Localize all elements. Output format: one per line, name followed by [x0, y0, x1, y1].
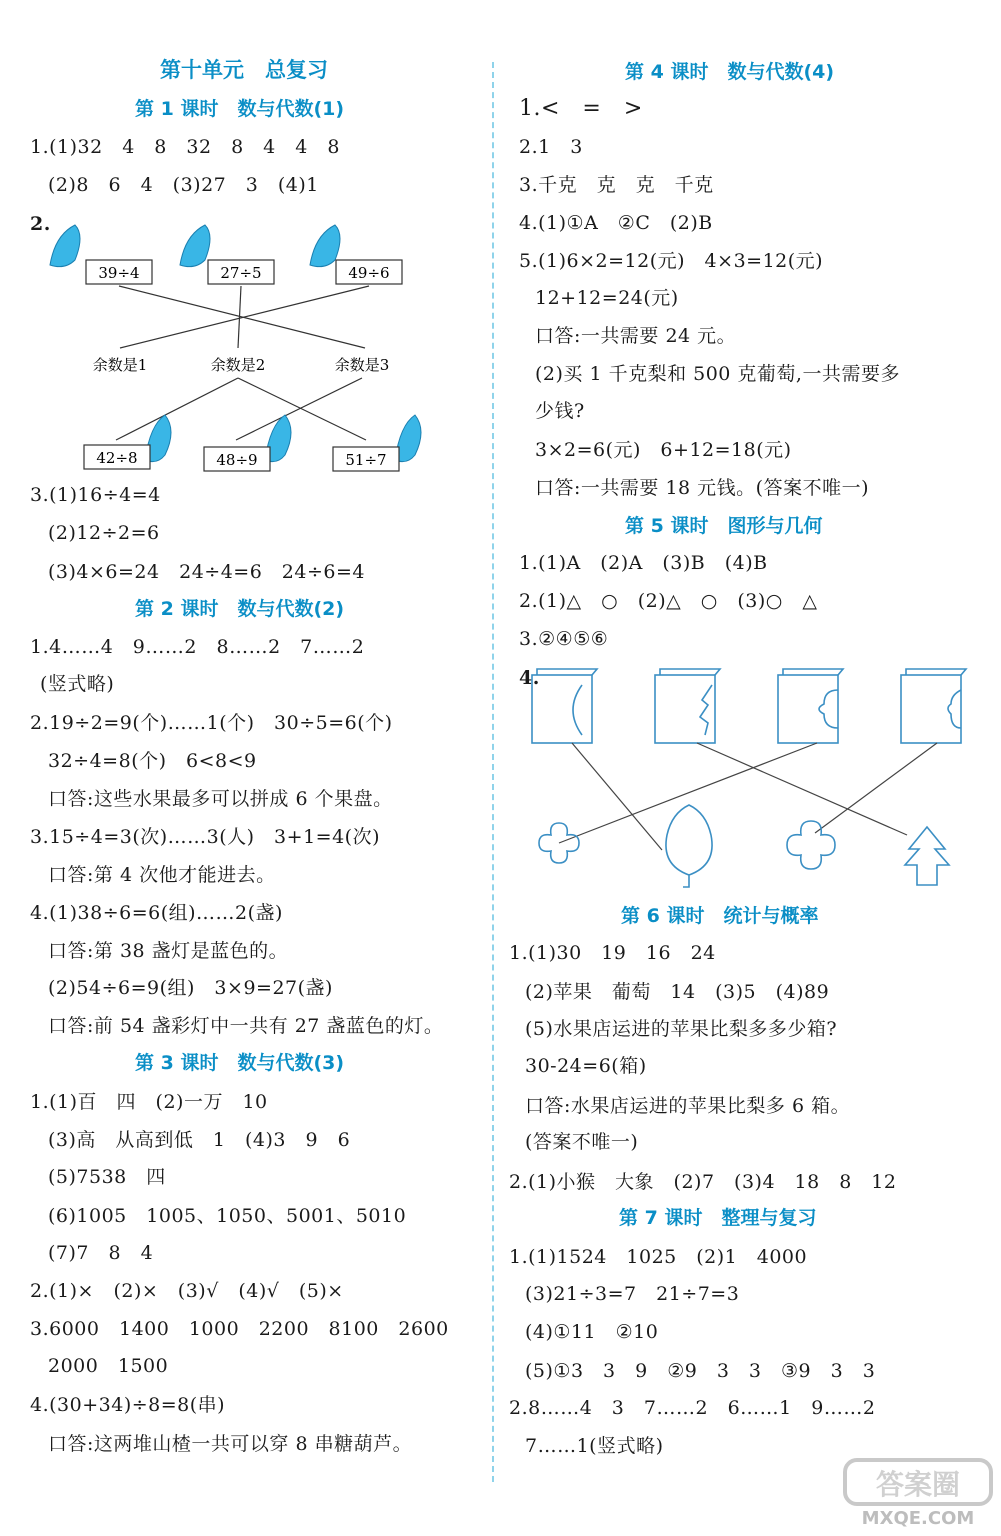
answer-line: 口答:前 54 盏彩灯中一共有 27 盏蓝色的灯。 — [48, 1015, 444, 1037]
lesson-5-heading: 第 5 课时 图形与几何 — [625, 515, 823, 537]
folded-paper-icon — [778, 669, 843, 743]
lesson-2-heading: 第 2 课时 数与代数(2) — [135, 598, 345, 620]
svg-text:答案圈: 答案圈 — [875, 1468, 961, 1501]
answer-line: 2.(1)△ ○ (2)△ ○ (3)○ △ — [519, 590, 818, 612]
answer-line: 4.(30+34)÷8=8(串) — [30, 1394, 226, 1416]
leaf-shape-icon — [666, 805, 712, 887]
answer-line: (5)水果店运进的苹果比梨多多少箱? — [525, 1018, 838, 1040]
answer-line: 口答:一共需要 18 元钱。(答案不唯一) — [535, 477, 869, 499]
answer-line: 3×2=6(元) 6+12=18(元) — [535, 439, 792, 461]
lesson-4-heading: 第 4 课时 数与代数(4) — [625, 61, 835, 83]
cross-flower-shape-icon — [787, 821, 835, 869]
answer-line: 2.(1)× (2)× (3)√ (4)√ (5)× — [30, 1280, 344, 1302]
answer-line: 口答:第 4 次他才能进去。 — [48, 864, 276, 886]
answer-line: (2)买 1 千克梨和 500 克葡萄,一共需要多 — [535, 363, 900, 385]
division-label: 42÷8 — [96, 449, 138, 467]
answer-line: (5)①3 3 9 ②9 3 3 ③9 3 3 — [525, 1360, 876, 1382]
snail-icon — [50, 225, 80, 267]
answer-line: 5.(1)6×2=12(元) 4×3=12(元) — [519, 250, 824, 272]
answer-line: (竖式略) — [40, 673, 115, 695]
answer-line: 4. — [519, 667, 540, 689]
lesson-7-heading: 第 7 课时 整理与复习 — [619, 1207, 817, 1229]
answer-line: 少钱? — [535, 400, 585, 422]
answer-line: 2.8……4 3 7……2 6……1 9……2 — [509, 1397, 876, 1419]
answer-line: (3)21÷3=7 21÷7=3 — [525, 1283, 740, 1305]
answer-line: (3)4×6=24 24÷4=6 24÷6=4 — [48, 561, 365, 583]
answer-line: 1.(1)1524 1025 (2)1 4000 — [509, 1246, 808, 1268]
answer-line: 12+12=24(元) — [535, 287, 679, 309]
answer-line: 1.(1)30 19 16 24 — [509, 942, 716, 964]
remainder-label: 余数是3 — [334, 356, 390, 374]
folded-paper-icon — [901, 669, 966, 743]
lesson-1-heading: 第 1 课时 数与代数(1) — [135, 98, 345, 120]
answer-line: (3)高 从高到低 1 (4)3 9 6 — [48, 1129, 351, 1151]
answer-line: (答案不唯一) — [525, 1131, 639, 1153]
watermark-url: MXQE.COM — [861, 1508, 975, 1529]
answer-line: (2)8 6 4 (3)27 3 (4)1 — [48, 174, 319, 196]
answer-line: 7……1(竖式略) — [525, 1435, 664, 1457]
watermark-logo — [843, 1458, 993, 1530]
column-divider — [492, 62, 494, 1482]
answer-line: (4)①11 ②10 — [525, 1321, 659, 1343]
answer-line: 1.4……4 9……2 8……2 7……2 — [30, 636, 365, 658]
division-label: 48÷9 — [216, 451, 258, 469]
answer-line: 1.(1)32 4 8 32 8 4 4 8 — [30, 136, 340, 158]
division-label: 51÷7 — [345, 451, 387, 469]
answer-line: 2.1 3 — [519, 136, 583, 158]
answer-line: (7)7 8 4 — [48, 1242, 154, 1264]
lesson-6-heading: 第 6 课时 统计与概率 — [621, 905, 819, 927]
answer-line: 3.6000 1400 1000 2200 8100 2600 — [30, 1318, 449, 1340]
answer-line: (2)12÷2=6 — [48, 522, 160, 544]
snail-icon — [180, 225, 210, 267]
folded-paper-icon — [532, 669, 597, 743]
remainder-label: 余数是2 — [210, 356, 266, 374]
answer-line: (2)54÷6=9(组) 3×9=27(盏) — [48, 977, 333, 999]
remainder-matching-diagram — [0, 200, 490, 480]
tree-shape-icon — [905, 827, 949, 885]
answer-line: 2.(1)小猴 大象 (2)7 (3)4 18 8 12 — [509, 1171, 897, 1193]
answer-line: 30-24=6(箱) — [525, 1055, 647, 1077]
remainder-label: 余数是1 — [92, 356, 148, 374]
answer-line: 1.(1)百 四 (2)一万 10 — [30, 1091, 268, 1113]
answer-line: 口答:第 38 盏灯是蓝色的。 — [48, 940, 289, 962]
answer-line: (6)1005 1005、1050、5001、5010 — [48, 1205, 407, 1227]
answer-line: 32÷4=8(个) 6<8<9 — [48, 750, 257, 772]
answer-line: 3.(1)16÷4=4 — [30, 484, 161, 506]
unit-title: 第十单元 总复习 — [160, 57, 328, 82]
answer-line: 4.(1)38÷6=6(组)……2(盏) — [30, 902, 283, 924]
answer-line: 2.19÷2=9(个)……1(个) 30÷5=6(个) — [30, 712, 393, 734]
answer-line: 2. — [30, 213, 51, 235]
answer-line: 口答:这些水果最多可以拼成 6 个果盘。 — [48, 788, 393, 810]
division-label: 27÷5 — [220, 264, 262, 282]
answer-line: 2000 1500 — [48, 1355, 169, 1377]
answer-line: 4.(1)①A ②C (2)B — [519, 212, 713, 234]
answer-line: 3.千克 克 克 千克 — [519, 174, 714, 196]
division-label: 39÷4 — [98, 264, 140, 282]
division-label: 49÷6 — [348, 264, 390, 282]
answer-line: 3.②④⑤⑥ — [519, 628, 609, 650]
folded-paper-icon — [655, 669, 720, 743]
answer-line: (2)苹果 葡萄 14 (3)5 (4)89 — [525, 981, 830, 1003]
answer-line: 口答:一共需要 24 元。 — [535, 325, 737, 347]
answer-line: 口答:水果店运进的苹果比梨多 6 箱。 — [525, 1095, 851, 1117]
answer-line: 1.(1)A (2)A (3)B (4)B — [519, 552, 768, 574]
answer-line: 口答:这两堆山楂一共可以穿 8 串糖葫芦。 — [48, 1433, 413, 1455]
answer-line: 1.< = > — [519, 96, 643, 121]
folding-matching-diagram — [497, 655, 1001, 895]
answer-line: 3.15÷4=3(次)……3(人) 3+1=4(次) — [30, 826, 380, 848]
answer-line: (5)7538 四 — [48, 1166, 166, 1188]
lesson-3-heading: 第 3 课时 数与代数(3) — [135, 1052, 345, 1074]
